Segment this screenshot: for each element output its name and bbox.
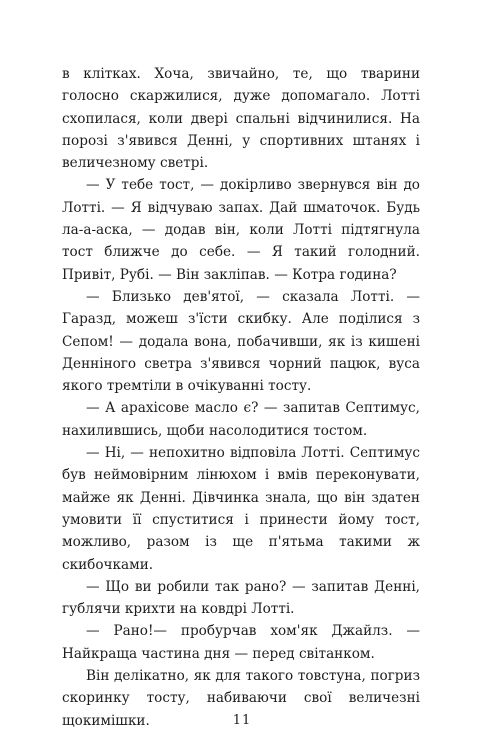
paragraph-3: — Близько дев'ятої, — сказала Лотті. — Гаразд, можеш з'їсти скибку. Але поділися з Сепом! — додала вона, побачивши, як із кишені Денніного светра з'явився чорний пацюк, вуса якого тремтіли в очікуванні тосту. [62, 288, 420, 395]
paragraph-4: — А арахісове масло є? — запитав Септимус, нахилившись, щоби насолодитися тостом. [62, 400, 420, 439]
paragraph-6: — Що ви робили так рано? — запитав Денні, гублячи крихти на ковдрі Лотті. [62, 578, 420, 618]
paragraph-1: в клітках. Хоча, звичайно, те, що тварини голосно скаржилися, дуже допомагало. Лотті схопилася, коли двері спальні відчинилися. На порозі з'явився Денні, у спортивних штанях і величезному светрі. [62, 66, 420, 172]
paragraph-8: Він делікатно, як для такого товстуна, погриз скоринку тосту, набиваючи свої величезні щокимішки. [62, 668, 420, 729]
page-number: 11 [232, 713, 252, 728]
body-text [62, 63, 420, 732]
paragraph-2: — У тебе тост, — докірливо звернувся він до Лотті. — Я відчуваю запах. Дай шматочок. Будь ла-а-аска, — додав він, коли Лотті підтягнула тост ближче до себе. — Я такий голодний. Привіт, Рубі. — Він закліпав. — Котра година? [62, 177, 420, 283]
paragraph-5: — Ні, — непохитно відповіла Лотті. Септимус був неймовірним лінюхом і вмів переконувати, майже як Денні. Дівчинка знала, що він здатен умовити її спуститися і принести йому тост, можливо, разом із ще п'ятьма такими ж скибочками. [62, 445, 420, 573]
paragraph-7: — Рано!— пробурчав хом'як Джайлз. — Найкраща частина дня — перед світанком. [62, 623, 420, 662]
